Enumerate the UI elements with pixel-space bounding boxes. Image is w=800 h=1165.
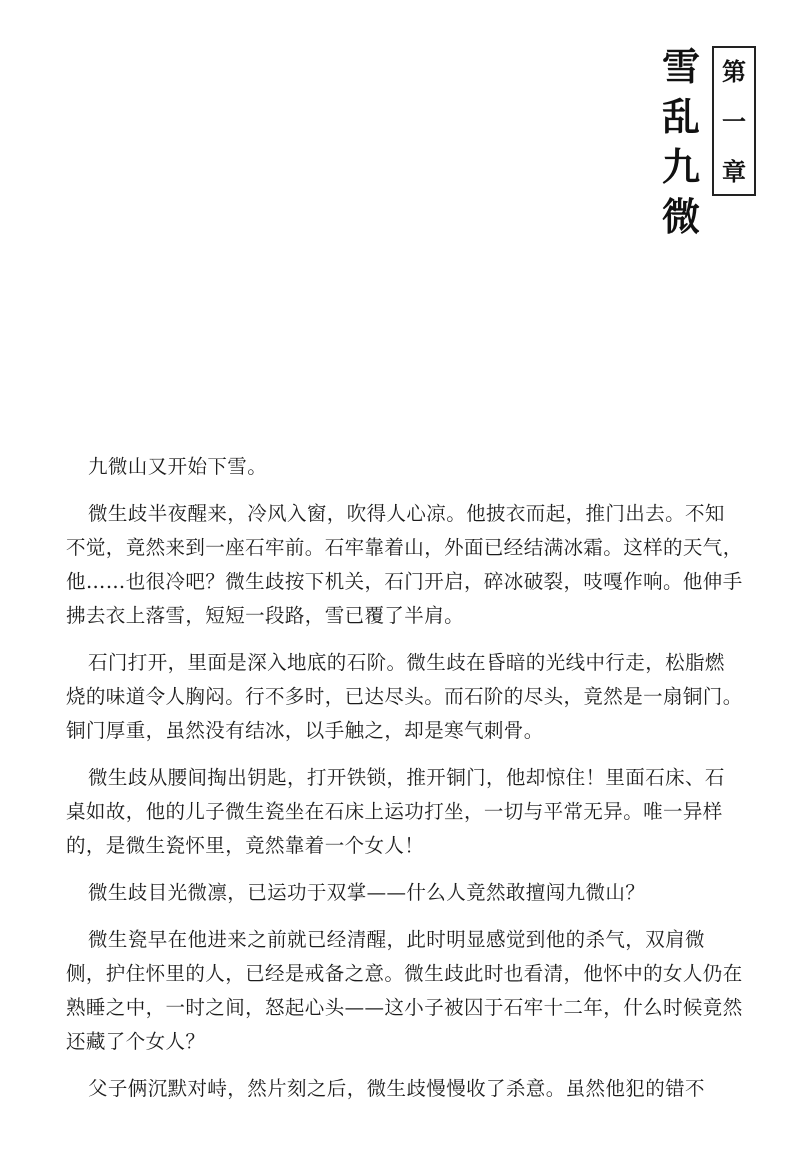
text-line: 烧的味道令人胸闷。行不多时，已达尽头。而石阶的尽头，竟然是一扇铜门。 — [66, 685, 743, 708]
chapter-title-char: 九 — [661, 145, 700, 189]
chapter-number-box — [712, 46, 756, 196]
chapter-title-char: 微 — [661, 195, 700, 239]
text-line: 铜门厚重，虽然没有结冰，以手触之，却是寒气刺骨。 — [66, 719, 544, 742]
text-line: 桌如故，他的儿子微生瓷坐在石床上运功打坐，一切与平常无异。唯一异样 — [66, 800, 723, 823]
paragraph — [88, 1072, 758, 1106]
text-line: 侧，护住怀里的人，已经是戒备之意。微生歧此时也看清，他怀中的女人仍在 — [66, 962, 743, 985]
paragraph — [66, 761, 758, 863]
text-line: 熟睡之中，一时之间，怒起心头——这小子被囚于石牢十二年，什么时候竟然 — [66, 996, 743, 1019]
text-line: 的，是微生瓷怀里，竟然靠着一个女人！ — [66, 834, 425, 857]
paragraph — [88, 450, 758, 484]
text-line: 拂去衣上落雪，短短一段路，雪已覆了半肩。 — [66, 604, 465, 627]
text-line: 微生歧目光微凛，已运功于双掌——什么人竟然敢擅闯九微山？ — [88, 881, 646, 904]
chapter-title-char: 雪 — [661, 45, 700, 89]
text-line: 他……也很冷吧？微生歧按下机关，石门开启，碎冰破裂，吱嘎作响。他伸手 — [66, 570, 743, 593]
chapter-heading — [662, 42, 756, 242]
text-line: 微生歧半夜醒来，冷风入窗，吹得人心凉。他披衣而起，推门出去。不知 — [88, 502, 725, 525]
text-line: 微生瓷早在他进来之前就已经清醒，此时明显感觉到他的杀气，双肩微 — [88, 928, 705, 951]
text-line: 父子俩沉默对峙，然片刻之后，微生歧慢慢收了杀意。虽然他犯的错不 — [88, 1077, 705, 1100]
chapter-label-char: 章 — [722, 157, 746, 186]
text-line: 石门打开，里面是深入地底的石阶。微生歧在昏暗的光线中行走，松脂燃 — [88, 651, 725, 674]
paragraph — [66, 497, 758, 633]
text-line: 还藏了个女人？ — [66, 1030, 206, 1053]
paragraph — [66, 923, 758, 1059]
chapter-label-char: 第 — [722, 57, 746, 86]
paragraph — [66, 646, 758, 748]
chapter-title — [662, 42, 700, 242]
text-line: 微生歧从腰间掏出钥匙，打开铁锁，推开铜门，他却惊住！里面石床、石 — [88, 766, 725, 789]
paragraph — [88, 876, 758, 910]
text-line: 九微山又开始下雪。 — [88, 455, 268, 478]
chapter-body — [66, 450, 758, 1119]
chapter-title-char: 乱 — [661, 95, 700, 139]
text-line: 不觉，竟然来到一座石牢前。石牢靠着山，外面已经结满冰霜。这样的天气， — [66, 536, 743, 559]
chapter-label-char: 一 — [722, 107, 746, 136]
